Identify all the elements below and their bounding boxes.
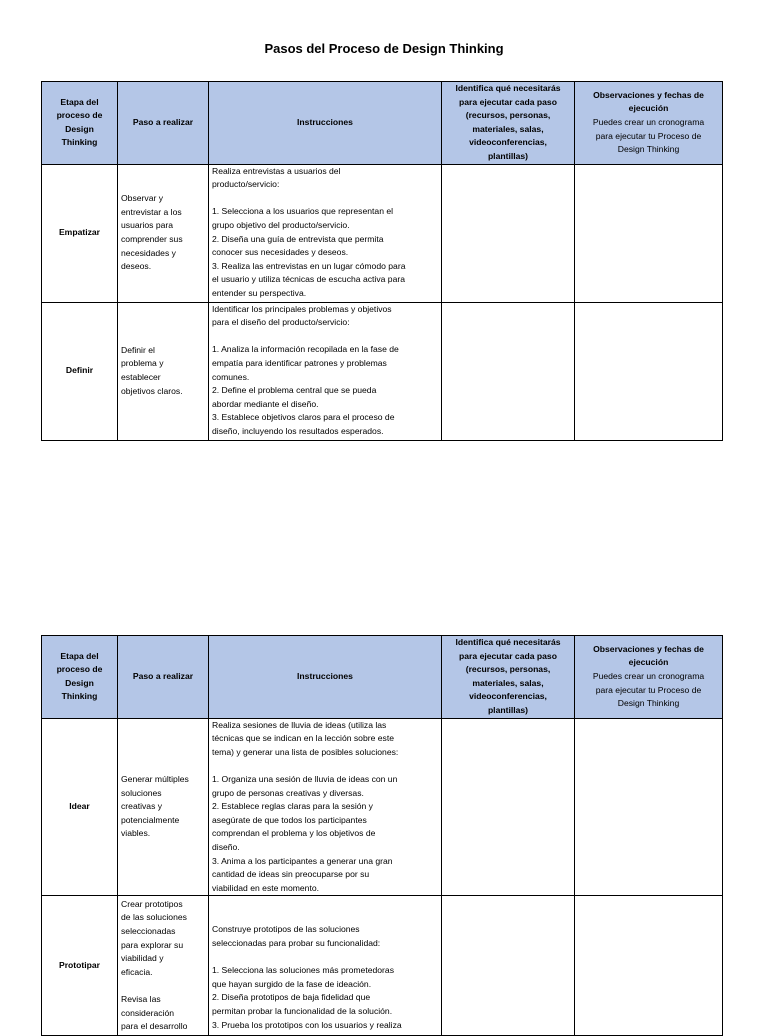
header-stage (42, 82, 118, 165)
header-step: Paso a realizar (118, 636, 209, 719)
header-text: materiales, salas, (472, 677, 544, 688)
instructions-text: 2. Diseña prototipos de baja fidelidad que (212, 992, 371, 1003)
step-text: entrevistar a los (121, 206, 182, 217)
instructions-cell (209, 302, 442, 440)
instructions-text: que hayan surgido de la fase de ideación. (212, 978, 372, 989)
header-text: (recursos, personas, (465, 110, 551, 121)
table-row (42, 718, 723, 896)
step-text: Revisa las (121, 993, 161, 1004)
instructions-text: 3. Anima a los participantes a generar una gran (212, 855, 393, 866)
instructions-cell (209, 164, 442, 302)
steps-table-1 (41, 81, 723, 441)
table-row (42, 896, 723, 1036)
observations-cell[interactable] (575, 164, 723, 302)
instructions-text: tema) y generar una lista de posibles soluciones: (212, 746, 399, 757)
step-text: para explorar su (121, 939, 184, 950)
header-resources (442, 636, 575, 719)
instructions-text: 2. Establece reglas claras para la sesión y (212, 801, 373, 812)
instructions-text: empatía para identificar patrones y problemas (212, 357, 387, 368)
header-stage (42, 636, 118, 719)
step-text: eficacia. (121, 966, 153, 977)
header-text: proceso de (56, 110, 103, 121)
instructions-text: permitan probar la funcionalidad de la solución. (212, 1006, 393, 1017)
step-text: Generar múltiples (121, 773, 189, 784)
instructions-text: Realiza entrevistas a usuarios del (212, 165, 341, 176)
header-subtext: Puedes crear un cronograma (592, 116, 705, 127)
instructions-text: grupo objetivo del producto/servicio. (212, 219, 350, 230)
instructions-text: asegúrate de que todos los participantes (212, 814, 367, 825)
header-text: Identifica qué necesitarás (455, 83, 561, 93)
instructions-cell (209, 718, 442, 896)
resources-cell[interactable] (442, 718, 575, 896)
header-text: para ejecutar cada paso (459, 96, 557, 107)
instructions-text (212, 192, 438, 206)
step-cell (118, 302, 209, 440)
step-text: seleccionadas (121, 926, 176, 936)
instructions-text (212, 910, 438, 924)
header-row (42, 636, 723, 719)
instructions-cell (209, 896, 442, 1036)
stage-cell: Idear (42, 718, 118, 896)
header-text: Observaciones y fechas de (593, 89, 704, 100)
step-text: comprender sus (121, 234, 183, 245)
header-text: materiales, salas, (472, 123, 544, 134)
header-subtext: Design Thinking (617, 698, 680, 709)
stage-cell: Definir (42, 302, 118, 440)
instructions-text: producto/servicio: (212, 179, 280, 190)
instructions-text: abordar mediante el diseño. (212, 398, 319, 409)
observations-cell[interactable] (575, 896, 723, 1036)
instructions-text: grupo de personas creativas y diversas. (212, 787, 364, 798)
step-text: consideración (121, 1007, 175, 1018)
step-text: necesidades y (121, 247, 176, 258)
header-text: plantillas) (487, 150, 529, 161)
instructions-text: 3. Establece objetivos claros para el proceso de (212, 412, 395, 423)
step-text: viabilidad y (121, 953, 164, 964)
step-text: usuarios para (121, 220, 174, 231)
step-text: Definir el (121, 344, 155, 355)
step-cell (118, 164, 209, 302)
header-subtext: Puedes crear un cronograma (592, 670, 705, 681)
step-text: creativas y (121, 801, 163, 812)
resources-cell[interactable] (442, 896, 575, 1036)
instructions-text (212, 896, 438, 910)
instructions-text: diseño, incluyendo los resultados esperados. (212, 425, 384, 436)
instructions-text: comunes. (212, 371, 250, 382)
instructions-text: 2. Diseña una guía de entrevista que permita (212, 233, 384, 244)
instructions-text: Realiza sesiones de lluvia de ideas (utiliza las (212, 719, 387, 730)
observations-cell[interactable] (575, 718, 723, 896)
header-instructions: Instrucciones (209, 636, 442, 719)
step-cell (118, 896, 209, 1036)
steps-table-2 (41, 635, 723, 1036)
instructions-text: para el diseño del producto/servicio: (212, 317, 350, 328)
instructions-text: Construye prototipos de las soluciones (212, 924, 360, 935)
header-resources (442, 82, 575, 165)
header-step: Paso a realizar (118, 82, 209, 165)
observations-cell[interactable] (575, 302, 723, 440)
header-observations (575, 636, 723, 719)
table-row (42, 302, 723, 440)
header-text: Thinking (61, 691, 98, 702)
header-subtext: para ejecutar tu Proceso de (595, 130, 702, 141)
instructions-text: Identificar los principales problemas y objetivos (212, 303, 392, 314)
header-text: Etapa del (60, 650, 99, 661)
header-text: Design (65, 677, 94, 688)
step-text: Observar y (121, 193, 164, 204)
instructions-text: 1. Analiza la información recopilada en la fase de (212, 344, 399, 355)
header-subtext: Design Thinking (617, 144, 680, 155)
instructions-text: el usuario y utiliza técnicas de escucha activa para (212, 274, 405, 285)
instructions-text: entender su perspectiva. (212, 287, 307, 298)
header-text: Etapa del (60, 96, 99, 107)
step-text: deseos. (121, 261, 152, 272)
header-text: Identifica qué necesitarás (455, 637, 561, 647)
instructions-text: cantidad de ideas sin preocuparse por su (212, 869, 370, 880)
step-text (121, 979, 205, 993)
instructions-text (212, 759, 438, 773)
header-text: Design (65, 123, 94, 134)
header-text: ejecución (628, 103, 669, 114)
instructions-text: 3. Prueba los prototipos con los usuarios y realiza (212, 1019, 402, 1030)
step-text: objetivos claros. (121, 385, 183, 396)
step-cell (118, 718, 209, 896)
stage-cell: Prototipar (42, 896, 118, 1036)
step-text: viables. (121, 828, 151, 839)
header-text: Thinking (61, 137, 98, 148)
step-text: para el desarrollo (121, 1021, 188, 1032)
step-text: problema y (121, 358, 164, 369)
resources-cell[interactable] (442, 302, 575, 440)
header-observations (575, 82, 723, 165)
instructions-text (212, 951, 438, 965)
instructions-text: seleccionadas para probar su funcionalidad: (212, 938, 381, 949)
table-body (42, 164, 723, 440)
header-text: Observaciones y fechas de (593, 643, 704, 654)
header-text: videoconferencias, (469, 691, 547, 702)
header-text: videoconferencias, (469, 137, 547, 148)
header-row (42, 82, 723, 165)
instructions-text: 2. Define el problema central que se pueda (212, 385, 377, 396)
header-text: para ejecutar cada paso (459, 650, 557, 661)
step-text: de las soluciones (121, 912, 187, 923)
instructions-text: conocer sus necesidades y deseos. (212, 247, 349, 258)
header-text: (recursos, personas, (465, 664, 551, 675)
instructions-text: 1. Selecciona las soluciones más prometedoras (212, 965, 394, 976)
header-text: proceso de (56, 664, 103, 675)
step-text: soluciones (121, 787, 162, 798)
instructions-text (212, 330, 438, 344)
table-row (42, 164, 723, 302)
instructions-text: 3. Realiza las entrevistas en un lugar cómodo para (212, 260, 406, 271)
header-subtext: para ejecutar tu Proceso de (595, 684, 702, 695)
step-text: potencialmente (121, 814, 180, 825)
stage-cell: Empatizar (42, 164, 118, 302)
instructions-text: 1. Organiza una sesión de lluvia de ideas con un (212, 773, 398, 784)
instructions-text: comprendan el problema y los objetivos de (212, 828, 376, 839)
header-text: ejecución (628, 657, 669, 668)
header-instructions: Instrucciones (209, 82, 442, 165)
instructions-text: 1. Selecciona a los usuarios que representan el (212, 206, 394, 217)
instructions-text: técnicas que se indican en la lección sobre este (212, 733, 395, 744)
page-title: Pasos del Proceso de Design Thinking (264, 41, 504, 56)
header-text: plantillas) (487, 704, 529, 715)
resources-cell[interactable] (442, 164, 575, 302)
instructions-text: viabilidad en este momento. (212, 882, 320, 893)
step-text: establecer (121, 372, 161, 383)
instructions-text: diseño. (212, 841, 240, 852)
step-text: Crear prototipos (121, 898, 183, 909)
table-body (42, 718, 723, 1036)
